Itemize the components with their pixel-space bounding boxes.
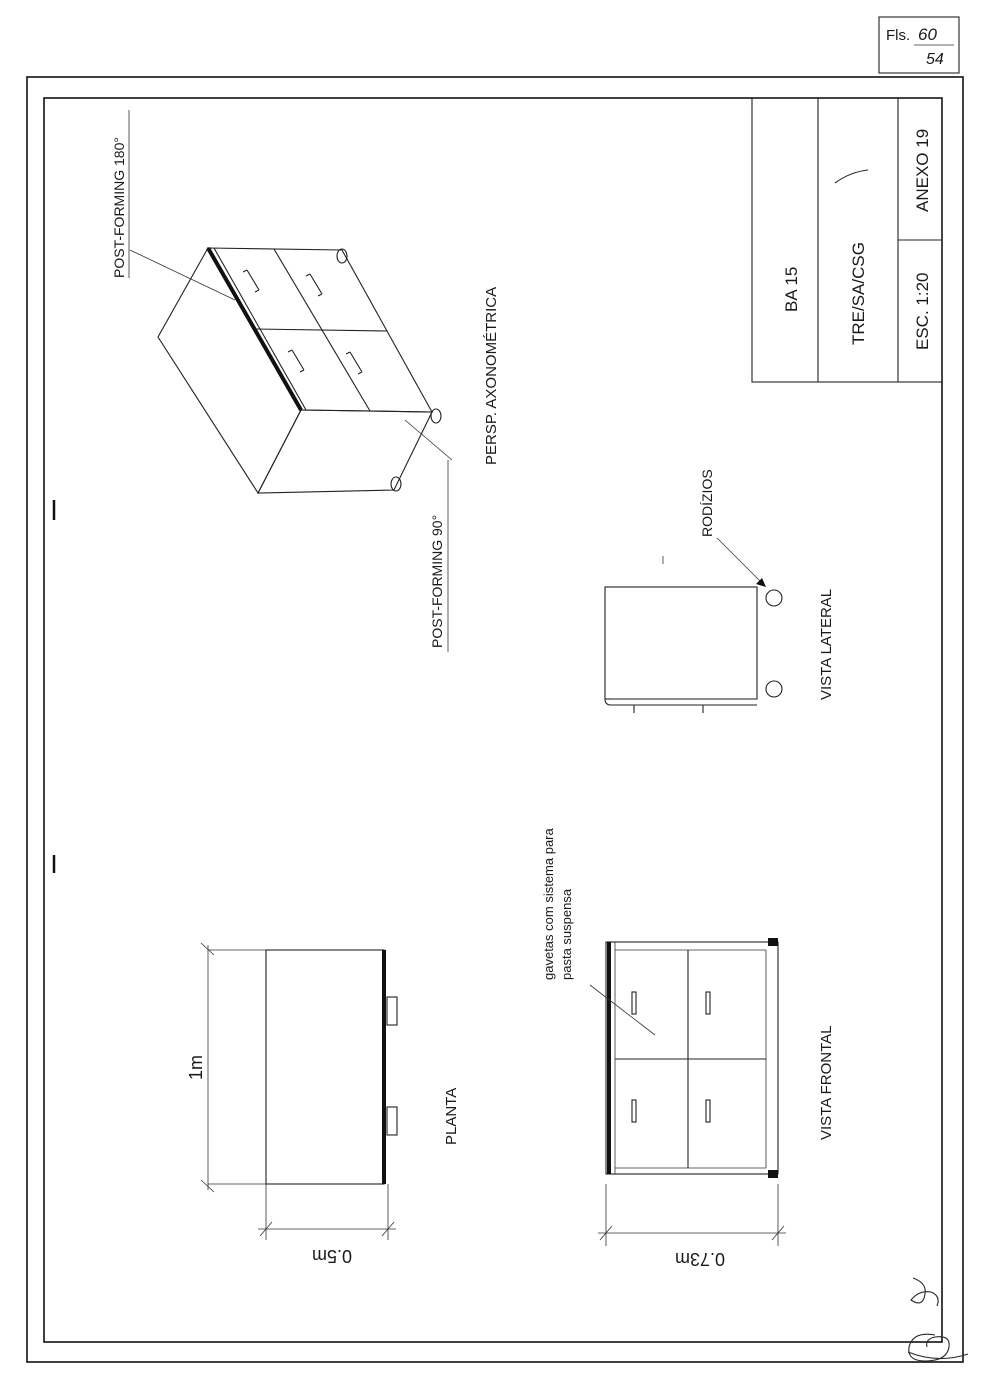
label-rodizios: RODÍZIOS — [699, 469, 715, 537]
title-lateral: VISTA LATERAL — [818, 588, 835, 700]
stamp-label: Fls. — [886, 27, 911, 44]
label-post-forming-90: POST-FORMING 90° — [429, 514, 445, 648]
stamp-number-bottom: 54 — [926, 51, 944, 68]
label-post-forming-180: POST-FORMING 180° — [111, 137, 127, 278]
title-code: BA 15 — [782, 266, 801, 312]
title-handwritten-mark — [835, 170, 868, 183]
outer-frame — [27, 77, 963, 1362]
dim-plan-depth: 0.5m — [311, 1246, 352, 1266]
page-stamp — [879, 17, 959, 73]
front-view — [590, 938, 786, 1246]
title-scale: ESC. 1:20 — [913, 272, 932, 350]
plan-view — [201, 943, 397, 1240]
lateral-view — [605, 538, 782, 713]
title-perspective: PERSP. AXONOMÉTRICA — [483, 286, 500, 465]
dim-front-height: 0.73m — [674, 1249, 725, 1269]
perspective-view — [130, 248, 452, 493]
stamp-number-top: 60 — [918, 25, 937, 44]
title-annex: ANEXO 19 — [913, 128, 932, 212]
note-drawers-line1: gavetas com sistema para — [541, 828, 556, 980]
title-front: VISTA FRONTAL — [818, 1025, 835, 1140]
title-block — [752, 98, 942, 382]
title-dept: TRE/SA/CSG — [849, 242, 868, 345]
title-plan: PLANTA — [443, 1087, 460, 1145]
handwritten-signature — [908, 1278, 968, 1361]
note-drawers-line2: pasta suspensa — [559, 888, 574, 980]
inner-frame — [44, 98, 942, 1342]
dim-plan-width: 1m — [186, 1054, 206, 1080]
